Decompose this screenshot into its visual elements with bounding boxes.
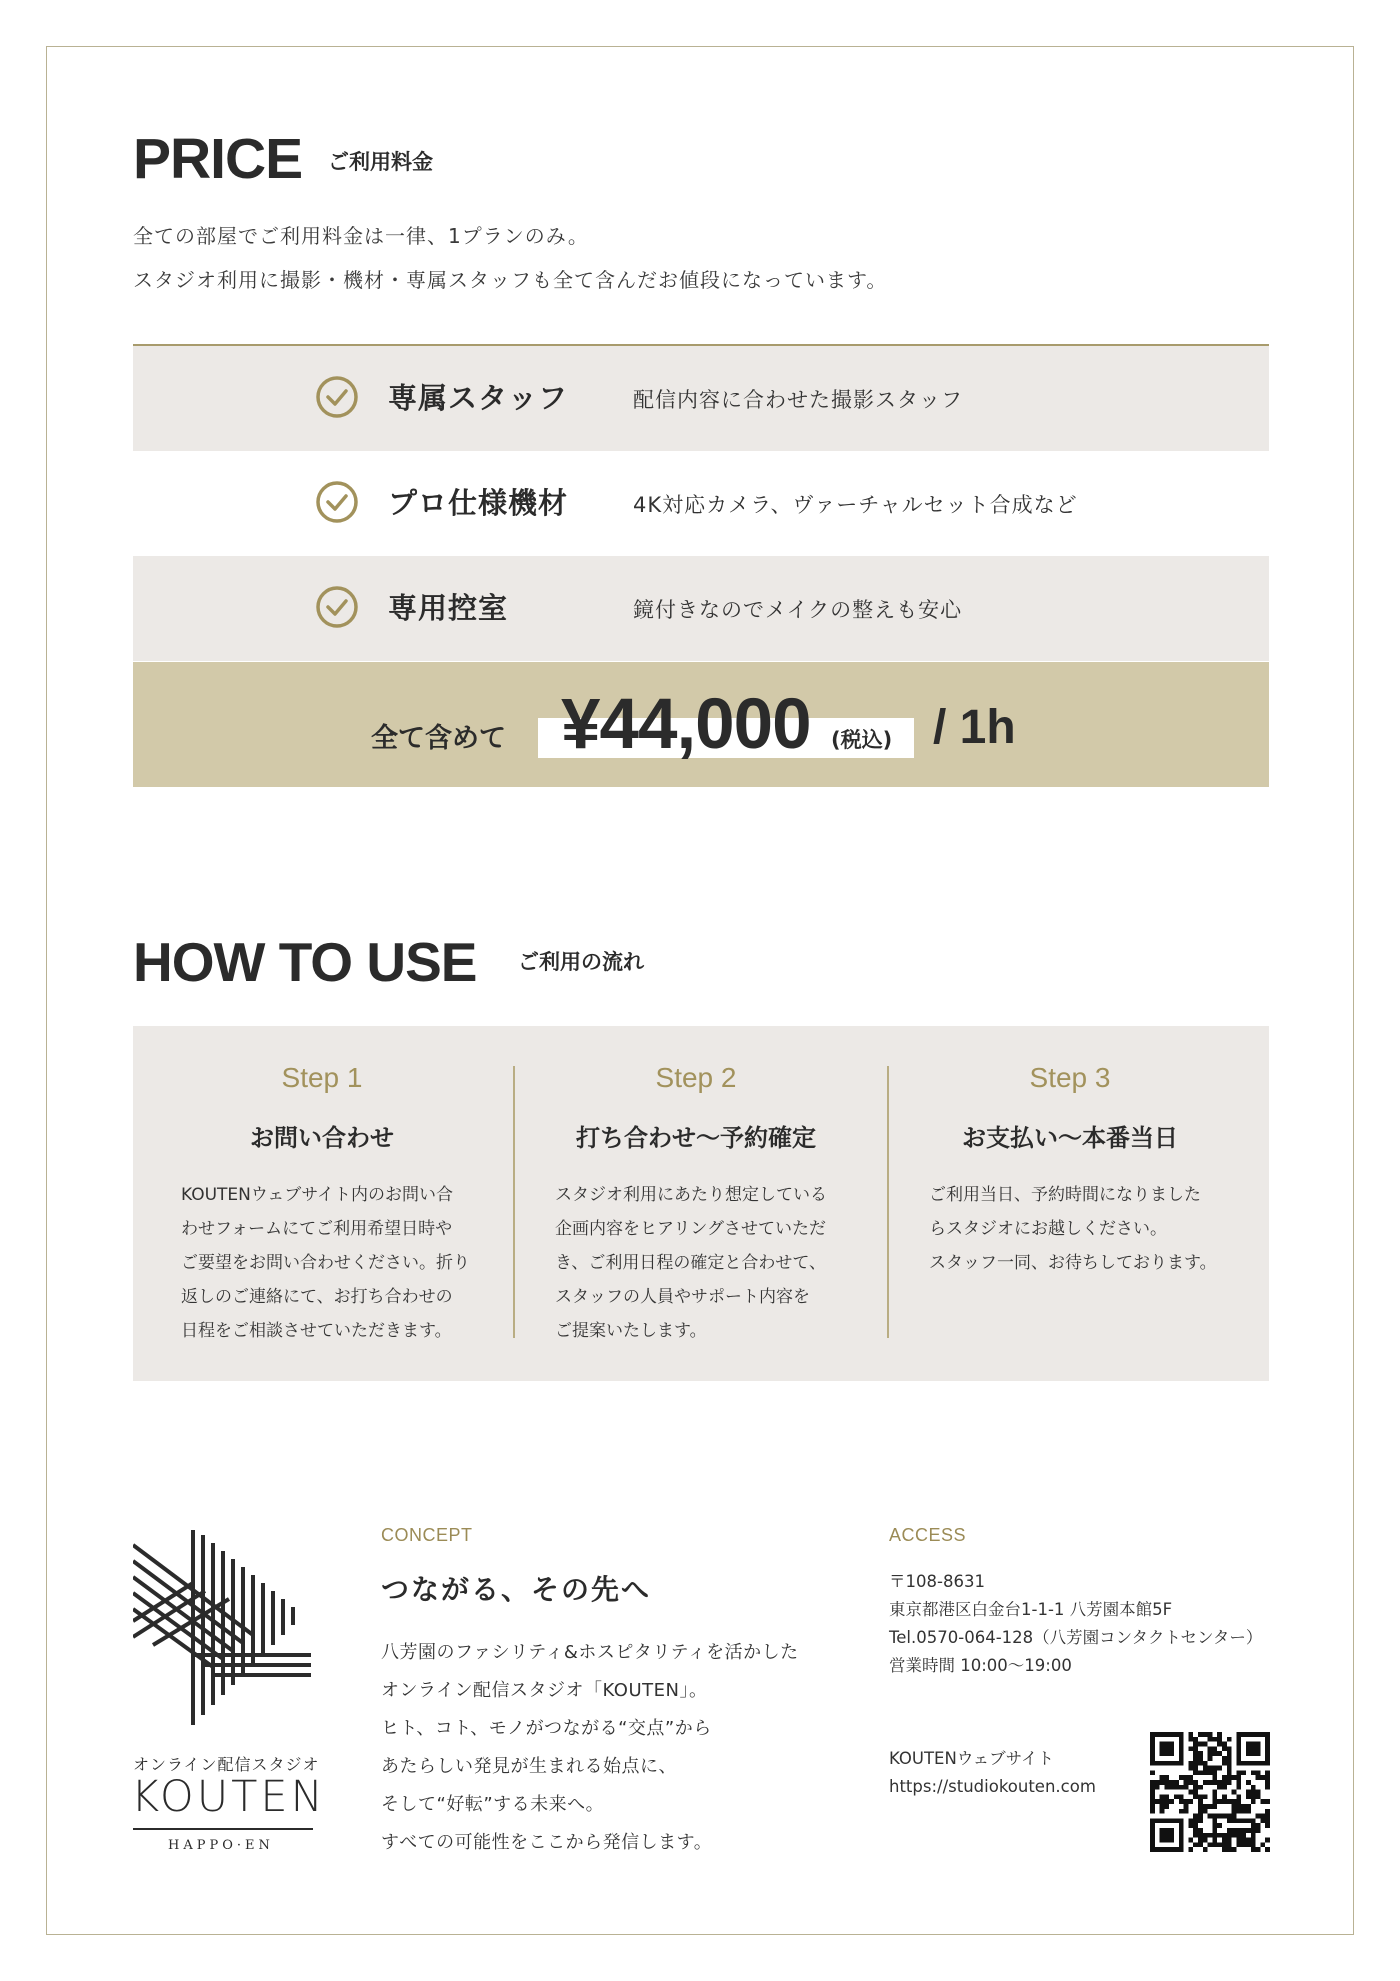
website-info: [889, 1745, 1096, 1801]
check-circle-icon: [316, 376, 358, 418]
feature-desc: 4K対応カメラ、ヴァーチャルセット合成など: [633, 493, 1078, 517]
price-heading: PRICE: [133, 127, 303, 191]
concept-label: CONCEPT: [381, 1525, 473, 1545]
step-line: わせフォームにてご利用希望日時や: [181, 1219, 453, 1239]
step-body: [555, 1178, 855, 1348]
step-card: [507, 1026, 885, 1381]
qr-code[interactable]: [1150, 1732, 1270, 1852]
business-hours: 営業時間 10:00〜19:00: [889, 1656, 1072, 1675]
feature-desc: 鏡付きなのでメイクの整えも安心: [633, 598, 963, 622]
concept-line: すべての可能性をここから発信します。: [381, 1832, 713, 1853]
concept-title: つながる、その先へ: [381, 1573, 652, 1606]
step-title: お支払い〜本番当日: [962, 1124, 1178, 1152]
concept-line: あたらしい発見が生まれる始点に、: [381, 1756, 677, 1777]
price-intro-line: スタジオ利用に撮影・機材・専属スタッフも全て含んだお値段になっています。: [133, 268, 888, 292]
step-number: Step 2: [655, 1062, 737, 1093]
step-line: ご利用当日、予約時間になりました: [929, 1185, 1201, 1205]
step-line: らスタジオにお越しください。: [929, 1219, 1167, 1239]
feature-desc: 配信内容に合わせた撮影スタッフ: [633, 388, 963, 412]
check-circle-icon: [316, 481, 358, 523]
total-label: 全て含めて: [371, 723, 506, 754]
concept-line: ヒト、コト、モノがつながる“交点”から: [381, 1718, 712, 1739]
price-heading-jp: ご利用料金: [328, 150, 433, 174]
address: 東京都港区白金台1-1-1 八芳園本館5F: [889, 1600, 1173, 1619]
price-band: [133, 662, 1269, 787]
feature-name: プロ仕様機材: [388, 486, 569, 520]
step-line: ご提案いたします。: [555, 1321, 707, 1341]
website-url[interactable]: https://studiokouten.com: [889, 1777, 1096, 1796]
concept-line: 八芳園のファシリティ&ホスピタリティを活かした: [381, 1642, 799, 1663]
check-circle-icon: [316, 586, 358, 628]
feature-row: [133, 556, 1269, 661]
feature-name: 専用控室: [388, 591, 509, 625]
step-line: スタジオ利用にあたり想定している: [555, 1185, 827, 1205]
step-number: Step 3: [1029, 1062, 1111, 1093]
website-label: KOUTENウェブサイト: [889, 1749, 1055, 1768]
feature-name: 専属スタッフ: [388, 381, 569, 415]
concept-line: そして“好転”する未来へ。: [381, 1794, 605, 1815]
step-line: スタッフ一同、お待ちしております。: [929, 1253, 1217, 1273]
step-line: 返しのご連絡にて、お打ち合わせの: [181, 1287, 453, 1307]
step-line: KOUTENウェブサイト内のお問い合: [181, 1185, 454, 1205]
step-card: [881, 1026, 1259, 1381]
feature-row: [133, 346, 1269, 451]
step-line: ご要望をお問い合わせください。折り: [181, 1253, 470, 1273]
price-intro-line: 全ての部屋でご利用料金は一律、1プランのみ。: [133, 224, 589, 248]
per-unit: / 1h: [933, 701, 1016, 754]
access-info: [889, 1568, 1262, 1680]
price-value: ¥44,000: [561, 685, 811, 764]
howto-heading: HOW TO USE: [133, 931, 477, 993]
feature-row: [133, 451, 1269, 556]
step-line: 日程をご相談させていただきます。: [181, 1321, 452, 1341]
step-title: お問い合わせ: [250, 1124, 394, 1152]
logo-subtitle: オンライン配信スタジオ: [133, 1755, 320, 1774]
step-number: Step 1: [281, 1062, 363, 1093]
logo-name: KOUTEN: [131, 1772, 326, 1822]
concept-line: オンライン配信スタジオ「KOUTEN」。: [381, 1680, 708, 1701]
telephone: Tel.0570-064-128（八芳園コンタクトセンター）: [889, 1628, 1263, 1647]
step-body: [181, 1178, 481, 1348]
step-card: [133, 1026, 511, 1381]
kouten-logo-mark: [133, 1525, 313, 1735]
price-intro: [133, 214, 887, 302]
concept-body: [381, 1634, 799, 1862]
postal-code: 〒108-8631: [889, 1572, 985, 1591]
step-line: き、ご利用日程の確定と合わせて、: [555, 1253, 826, 1273]
step-title: 打ち合わせ〜予約確定: [576, 1124, 816, 1152]
tax-note: (税込): [831, 728, 893, 752]
howto-heading-jp: ご利用の流れ: [518, 950, 644, 974]
step-body: [929, 1178, 1229, 1280]
logo-rule: [133, 1828, 313, 1830]
step-line: 企画内容をヒアリングさせていただ: [555, 1219, 826, 1239]
step-line: スタッフの人員やサポート内容を: [555, 1287, 810, 1307]
logo-tagline: HAPPO·EN: [168, 1838, 274, 1853]
steps-panel: [133, 1026, 1269, 1381]
access-label: ACCESS: [889, 1525, 967, 1545]
